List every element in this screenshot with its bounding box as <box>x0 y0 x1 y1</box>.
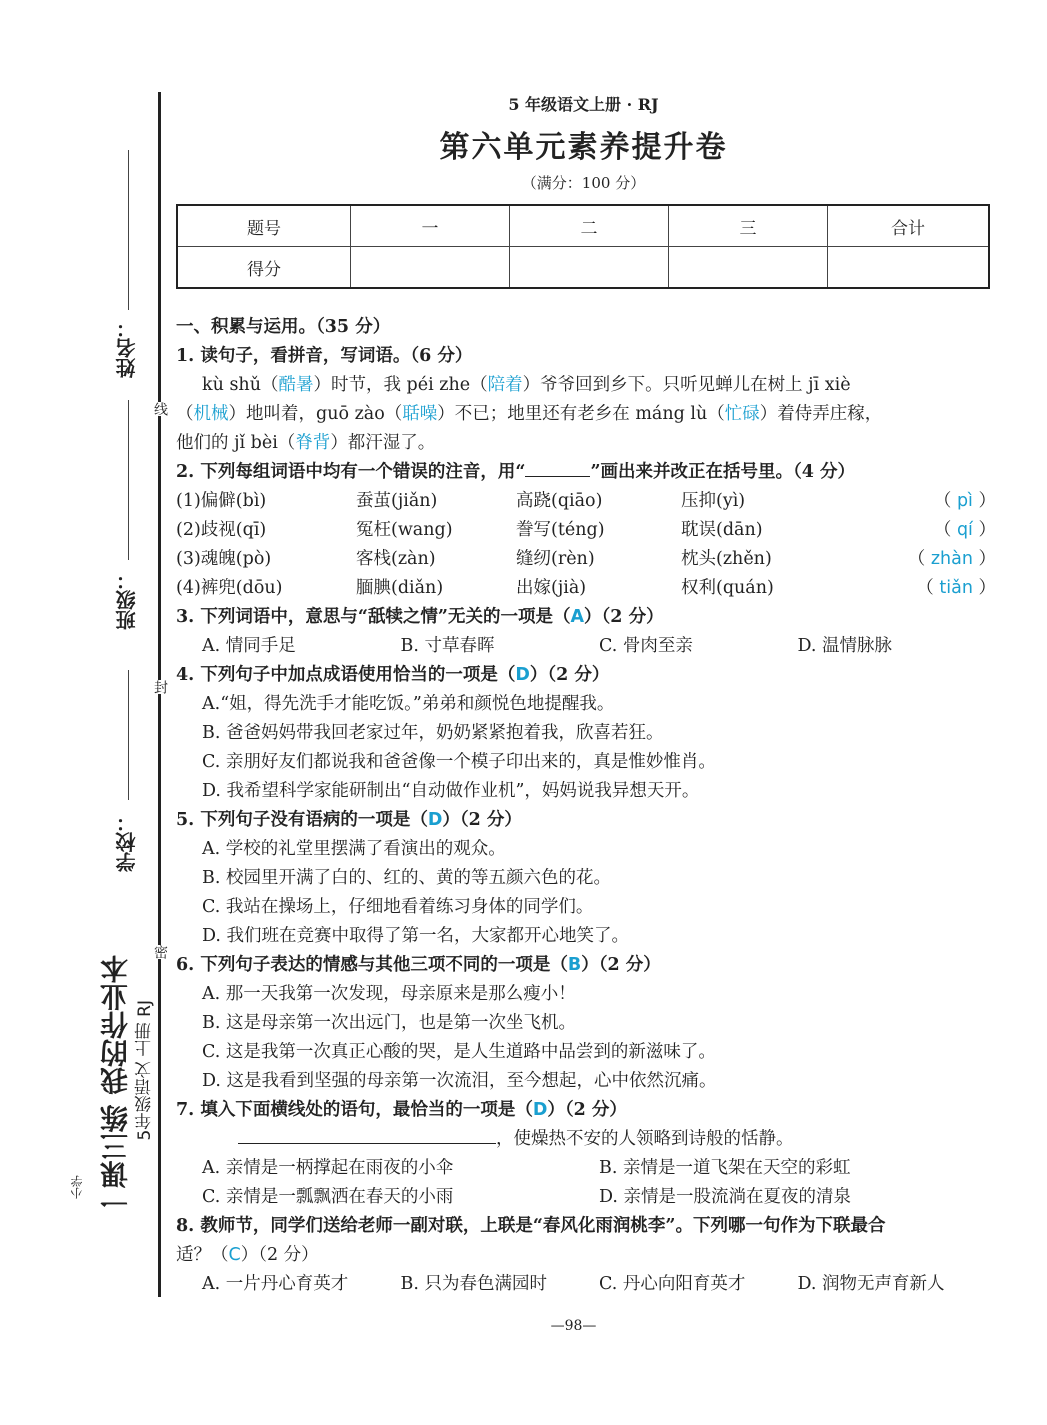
answer: C <box>228 1245 241 1265</box>
word: (3)魂魄(pò) <box>176 549 272 569</box>
school-label: 学校： <box>115 812 139 872</box>
option: B. 爸爸妈妈带我回老家过年，奶奶紧紧抱着我，欣喜若狂。 <box>202 723 664 743</box>
option: B. 寸草春晖 <box>400 636 495 656</box>
score-header-cell: 三 <box>669 205 828 247</box>
score-row-label: 得分 <box>177 247 351 289</box>
school-line <box>128 670 129 800</box>
score-header-cell: 题号 <box>177 205 351 247</box>
answer-bracket: （ zhàn ） <box>908 545 996 574</box>
text: （ <box>176 404 194 424</box>
q8-title: 8. 教师节，同学们送给老师一副对联，上联是“春风化雨润桃李”。下列哪一句作为下联最合 <box>176 1216 886 1236</box>
text: ）不已；地里还有老乡在 máng lù（ <box>437 404 725 424</box>
text: 2. 下列每组词语中均有一个错误的注音，用“ <box>176 462 526 482</box>
answer: D <box>532 1100 548 1120</box>
option: B. 这是母亲第一次出远门，也是第一次坐飞机。 <box>202 1013 576 1033</box>
word: 蚕茧(jiǎn) <box>356 491 438 511</box>
text: 4. 下列句子中加点成语使用恰当的一项是（ <box>176 665 516 685</box>
questions <box>176 313 996 1299</box>
word: (2)歧视(qī) <box>176 520 267 540</box>
score-input-cell[interactable] <box>510 247 669 289</box>
class-line <box>128 400 129 560</box>
answer: D <box>515 665 530 685</box>
q7-title <box>176 1096 996 1125</box>
answer: 酷暑 <box>278 375 314 395</box>
text: ）爷爷回到乡下。只听见蝉儿在树上 jī xiè <box>522 375 851 395</box>
underline-sample <box>525 458 590 477</box>
word: 出嫁(jià) <box>516 578 587 598</box>
q1-line <box>176 429 996 458</box>
page-number: —98— <box>550 1318 597 1334</box>
text: ）地叫着，guō zào（ <box>228 404 403 424</box>
word: 耽误(dān) <box>681 520 763 540</box>
option: C. 亲情是一瓢飘洒在春天的小雨 <box>202 1187 454 1207</box>
text: ）（2 分） <box>442 810 522 830</box>
q4-title <box>176 661 996 690</box>
answer: 陪着 <box>487 375 523 395</box>
brand-subtitle: 5年级语文 上册 RJ <box>135 1000 155 1141</box>
option: C. 丹心向阳育英才 <box>599 1274 746 1294</box>
cut-seal-label: 封 <box>152 680 168 694</box>
text: ）着侍弄庄稼， <box>759 404 883 424</box>
word: 客栈(zàn) <box>356 549 436 569</box>
option: B. 亲情是一道飞架在天空的彩虹 <box>599 1158 851 1178</box>
answer: 机械 <box>193 404 229 424</box>
q1-line <box>176 371 996 400</box>
binding-line <box>158 92 161 1297</box>
text: 7. 填入下面横线处的语句，最恰当的一项是（ <box>176 1100 533 1120</box>
q3-title <box>176 603 996 632</box>
word: 高跷(qiāo) <box>516 491 603 511</box>
answer: A <box>570 607 585 627</box>
full-score: （满分：100 分） <box>521 174 646 192</box>
text: 适？（ <box>176 1245 229 1265</box>
q3-options <box>176 632 996 661</box>
option: D. 我们班在竞赛中取得了第一名，大家都开心地笑了。 <box>202 926 630 946</box>
text: ）都汗湿了。 <box>330 433 436 453</box>
answer: 脊背 <box>295 433 331 453</box>
option: B. 只为春色满园时 <box>400 1274 547 1294</box>
fill-blank <box>238 1125 496 1144</box>
text: 6. 下列句子表达的情感与其他三项不同的一项是（ <box>176 955 568 975</box>
q2-row <box>176 487 996 516</box>
text: ）（2 分） <box>584 607 664 627</box>
q2-row <box>176 545 996 574</box>
grade-line: 5 年级语文上册 · RJ <box>508 95 659 114</box>
option: A. 一片丹心育英才 <box>202 1274 349 1294</box>
text: ”画出来并改正在括号里。（4 分） <box>590 462 856 482</box>
word: 压抑(yì) <box>681 491 746 511</box>
q1-line <box>176 400 996 429</box>
brand-logo: 小学 <box>70 1175 84 1199</box>
name-label: 姓名： <box>115 318 139 378</box>
score-header-cell: 二 <box>510 205 669 247</box>
answer: D <box>427 810 443 830</box>
q2-row <box>176 516 996 545</box>
q1-title: 1. 读句子，看拼音，写词语。（6 分） <box>176 346 473 366</box>
text: kù shǔ（ <box>202 375 279 395</box>
option: A. 学校的礼堂里摆满了看演出的观众。 <box>202 839 506 859</box>
q7-sentence <box>176 1125 996 1154</box>
text: ）（2 分） <box>581 955 661 975</box>
word: 腼腆(diǎn) <box>356 578 444 598</box>
page-title: 第六单元素养提升卷 <box>439 130 728 165</box>
word: 枕头(zhěn) <box>681 549 772 569</box>
score-table <box>176 204 990 289</box>
option: D. 我希望科学家能研制出“自动做作业机”，妈妈说我异想天开。 <box>202 781 700 801</box>
answer-bracket: （ pì ） <box>934 487 996 516</box>
score-header-cell: 一 <box>351 205 510 247</box>
option: D. 润物无声育新人 <box>797 1274 945 1294</box>
cut-line-label: 线 <box>152 402 168 416</box>
q2-title <box>176 458 996 487</box>
text: ）（2 分） <box>529 665 610 685</box>
score-table-header-row <box>177 205 989 247</box>
word: (1)偏僻(bì) <box>176 491 267 511</box>
q7-options <box>176 1154 996 1183</box>
option: C. 这是我第一次真正心酸的哭，是人生道路中品尝到的新滋味了。 <box>202 1042 716 1062</box>
q8-options <box>176 1270 996 1299</box>
option: D. 温情脉脉 <box>797 636 893 656</box>
option: C. 亲朋好友们都说我和爸爸像一个模子印出来的，真是惟妙惟肖。 <box>202 752 716 772</box>
section-title: 一、积累与运用。（35 分） <box>176 317 391 337</box>
score-input-cell[interactable] <box>669 247 828 289</box>
option: B. 校园里开满了白的、红的、黄的等五颜六色的花。 <box>202 868 611 888</box>
answer: tiǎn <box>939 578 973 598</box>
option: A. 情同手足 <box>202 636 296 656</box>
option: D. 亲情是一股流淌在夏夜的清泉 <box>599 1187 852 1207</box>
text: ）时节，我 péi zhe（ <box>313 375 488 395</box>
text: 他们的 jǐ bèi（ <box>176 433 296 453</box>
score-table-row <box>177 247 989 289</box>
answer: pì <box>956 491 973 511</box>
cut-secret-label: 密 <box>152 945 168 959</box>
word: 缝纫(rèn) <box>516 549 595 569</box>
text: 3. 下列词语中，意思与“舐犊之情”无关的一项是（ <box>176 607 571 627</box>
option: A. 亲情是一柄撑起在雨夜的小伞 <box>202 1158 454 1178</box>
answer: B <box>567 955 582 975</box>
text: ）（2 分） <box>547 1100 627 1120</box>
option: A.“姐，得先洗手才能吃饭。”弟弟和颜悦色地提醒我。 <box>202 694 615 714</box>
q2-row <box>176 574 996 603</box>
score-input-cell[interactable] <box>351 247 510 289</box>
class-label: 班级： <box>115 570 139 630</box>
brand-title: 一课三练 我的作业本 <box>99 955 132 1217</box>
word: 权利(quán) <box>681 578 774 598</box>
q7-options <box>176 1183 996 1212</box>
option: D. 这是我看到坚强的母亲第一次流泪，至今想起，心中依然沉痛。 <box>202 1071 717 1091</box>
answer: zhàn <box>930 549 973 569</box>
option: C. 我站在操场上，仔细地看着练习身体的同学们。 <box>202 897 594 917</box>
answer-bracket: （ tiǎn ） <box>916 574 996 603</box>
q8-title-cont <box>176 1241 996 1270</box>
answer: qí <box>956 520 973 540</box>
text: 5. 下列句子没有语病的一项是（ <box>176 810 428 830</box>
text: ）（2 分） <box>240 1245 319 1265</box>
answer: 忙碌 <box>724 404 760 424</box>
text: ，使燥热不安的人领略到诗般的恬静。 <box>496 1129 794 1149</box>
answer: 聒噪 <box>402 404 438 424</box>
word: (4)裤兜(dōu) <box>176 578 283 598</box>
option: C. 骨肉至亲 <box>599 636 693 656</box>
option: A. 那一天我第一次发现，母亲原来是那么瘦小！ <box>202 984 576 1004</box>
answer-bracket: （ qí ） <box>934 516 996 545</box>
score-header-cell: 合计 <box>828 205 990 247</box>
score-input-cell[interactable] <box>828 247 990 289</box>
q5-title <box>176 806 996 835</box>
word: 誊写(téng) <box>516 520 605 540</box>
q6-title <box>176 951 996 980</box>
word: 冤枉(wang) <box>356 520 453 540</box>
